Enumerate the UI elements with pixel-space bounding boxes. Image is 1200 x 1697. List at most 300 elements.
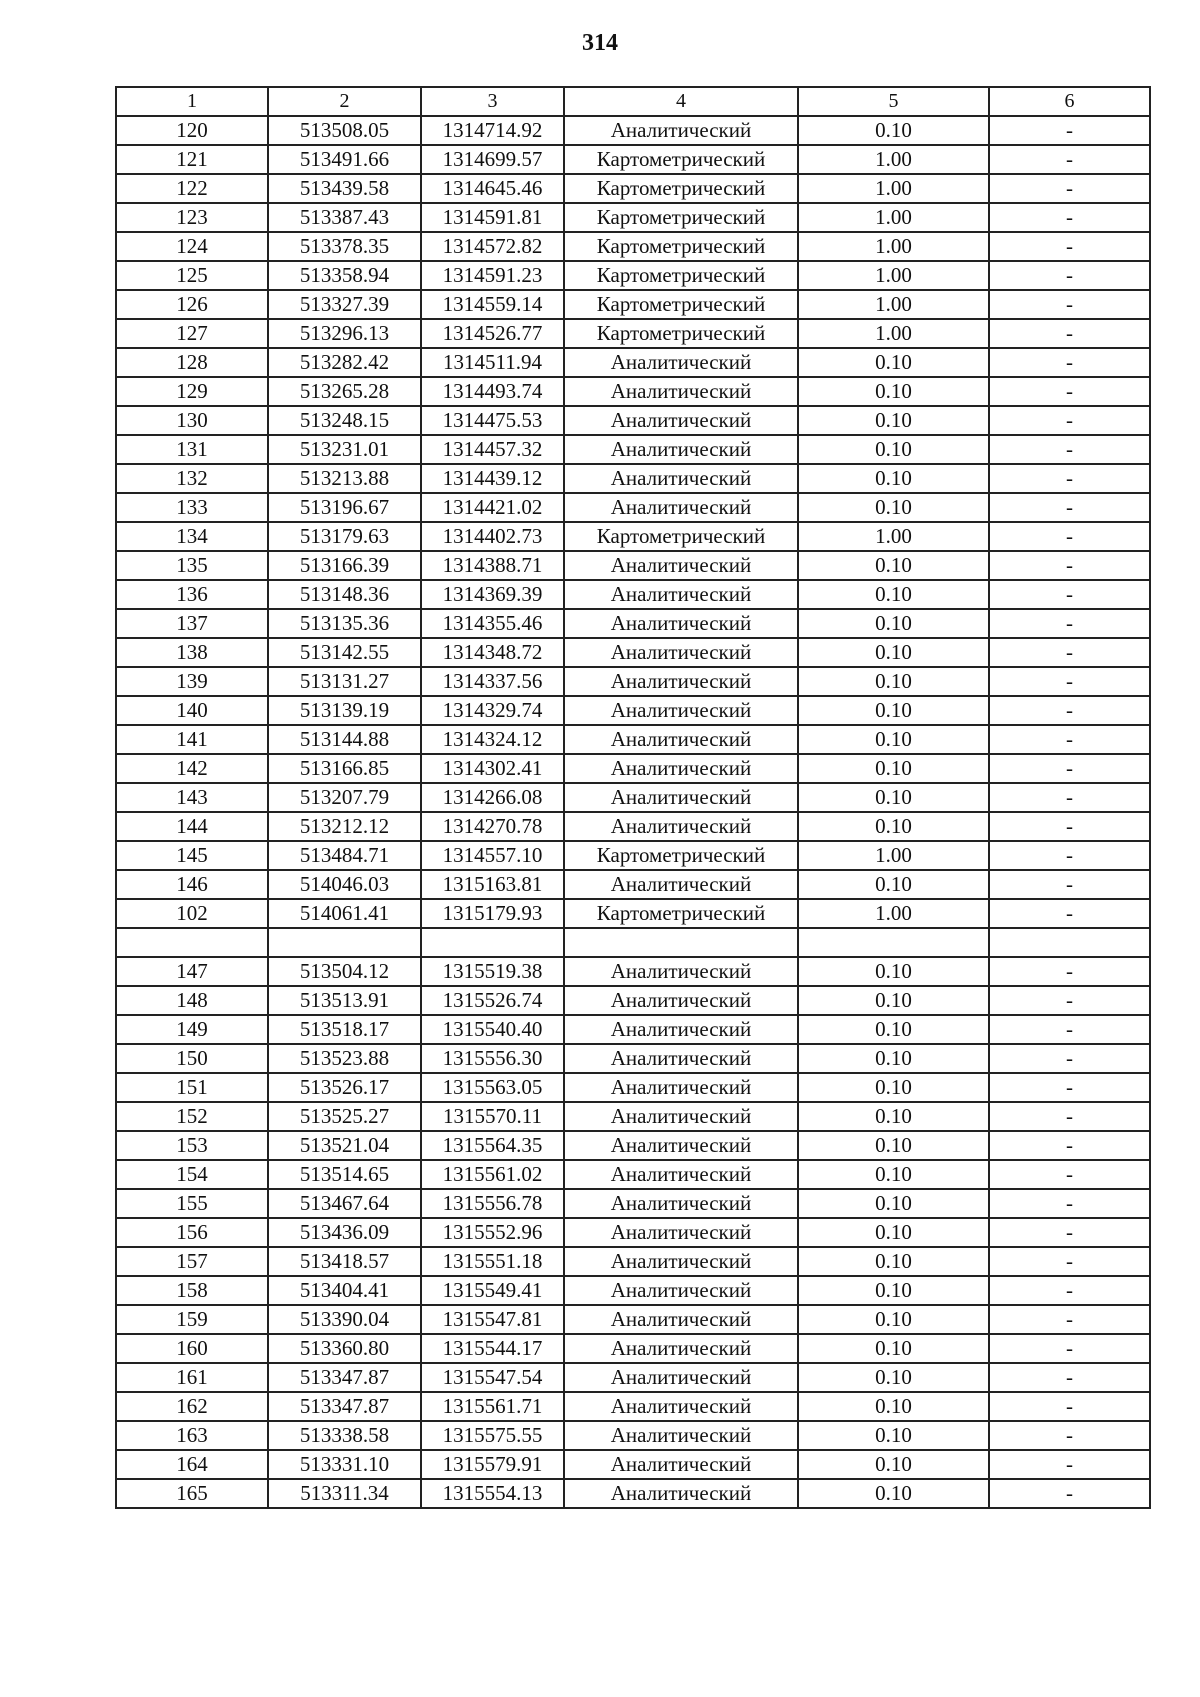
table-cell: 1315570.11 — [421, 1102, 564, 1131]
table-cell: 102 — [116, 899, 268, 928]
table-row — [116, 667, 1150, 696]
table-cell: 0.10 — [798, 377, 989, 406]
table-cell: - — [989, 348, 1150, 377]
table-row — [116, 725, 1150, 754]
table-cell: 1.00 — [798, 145, 989, 174]
table-cell: Аналитический — [564, 406, 798, 435]
table-cell: 0.10 — [798, 406, 989, 435]
table-row — [116, 1102, 1150, 1131]
table-cell: - — [989, 1189, 1150, 1218]
table-cell: 0.10 — [798, 464, 989, 493]
table-cell: 513436.09 — [268, 1218, 421, 1247]
table-cell: 0.10 — [798, 1479, 989, 1508]
table-cell: 161 — [116, 1363, 268, 1392]
table-cell: 142 — [116, 754, 268, 783]
table-cell: 163 — [116, 1421, 268, 1450]
table-cell: Аналитический — [564, 638, 798, 667]
table-cell: - — [989, 841, 1150, 870]
table-cell: 1315179.93 — [421, 899, 564, 928]
table-cell: 1314526.77 — [421, 319, 564, 348]
table-row — [116, 1247, 1150, 1276]
table-cell: - — [989, 493, 1150, 522]
table-row — [116, 319, 1150, 348]
table-cell: - — [989, 232, 1150, 261]
table-cell: 1314714.92 — [421, 116, 564, 145]
table-row — [116, 1073, 1150, 1102]
table-cell: - — [989, 551, 1150, 580]
table-cell: 156 — [116, 1218, 268, 1247]
table-cell: 513166.39 — [268, 551, 421, 580]
table-cell: - — [989, 1363, 1150, 1392]
table-cell: 513521.04 — [268, 1131, 421, 1160]
table-cell: - — [989, 986, 1150, 1015]
table-cell: 0.10 — [798, 1015, 989, 1044]
table-cell: 133 — [116, 493, 268, 522]
table-cell: 164 — [116, 1450, 268, 1479]
table-cell: 0.10 — [798, 725, 989, 754]
table-cell: 0.10 — [798, 348, 989, 377]
table-cell: 0.10 — [798, 1334, 989, 1363]
table-row — [116, 928, 1150, 957]
table-row — [116, 1015, 1150, 1044]
table-cell: 1.00 — [798, 899, 989, 928]
table-row — [116, 203, 1150, 232]
table-cell: Аналитический — [564, 725, 798, 754]
table-cell: 0.10 — [798, 609, 989, 638]
table-cell: 134 — [116, 522, 268, 551]
table-cell: 1315552.96 — [421, 1218, 564, 1247]
table-cell: 0.10 — [798, 1305, 989, 1334]
table-cell: 1315561.02 — [421, 1160, 564, 1189]
table-cell: 147 — [116, 957, 268, 986]
table-cell: - — [989, 1334, 1150, 1363]
table-cell: 1315547.54 — [421, 1363, 564, 1392]
table-row — [116, 145, 1150, 174]
table-row — [116, 812, 1150, 841]
table-cell: Картометрический — [564, 145, 798, 174]
table-cell: 129 — [116, 377, 268, 406]
table-cell: 1314355.46 — [421, 609, 564, 638]
table-cell: - — [989, 174, 1150, 203]
table-cell: Картометрический — [564, 290, 798, 319]
table-cell: Аналитический — [564, 1363, 798, 1392]
table-cell: 0.10 — [798, 1131, 989, 1160]
table-cell: 128 — [116, 348, 268, 377]
table-cell: 1314493.74 — [421, 377, 564, 406]
table-row — [116, 1334, 1150, 1363]
table-row — [116, 609, 1150, 638]
table-cell: 126 — [116, 290, 268, 319]
table-cell: 122 — [116, 174, 268, 203]
table-cell: - — [989, 1421, 1150, 1450]
table-cell: 513360.80 — [268, 1334, 421, 1363]
table-cell: 1314645.46 — [421, 174, 564, 203]
table-cell — [268, 928, 421, 957]
table-cell: 150 — [116, 1044, 268, 1073]
table-row — [116, 986, 1150, 1015]
table-cell: 124 — [116, 232, 268, 261]
table-cell: 513148.36 — [268, 580, 421, 609]
table-cell: 1314369.39 — [421, 580, 564, 609]
table-cell: Аналитический — [564, 1334, 798, 1363]
table-cell: - — [989, 145, 1150, 174]
column-header: 5 — [798, 87, 989, 116]
column-header: 3 — [421, 87, 564, 116]
table-cell: 0.10 — [798, 1044, 989, 1073]
table-cell: 513390.04 — [268, 1305, 421, 1334]
table-cell: 513504.12 — [268, 957, 421, 986]
table-cell: 1314591.23 — [421, 261, 564, 290]
table-cell: 513514.65 — [268, 1160, 421, 1189]
table-cell: - — [989, 203, 1150, 232]
table-row — [116, 1189, 1150, 1218]
table-cell: 1315564.35 — [421, 1131, 564, 1160]
table-cell: 513491.66 — [268, 145, 421, 174]
table-cell: - — [989, 1073, 1150, 1102]
table-cell: 139 — [116, 667, 268, 696]
table-cell: - — [989, 812, 1150, 841]
table-cell: - — [989, 754, 1150, 783]
table-cell: 513378.35 — [268, 232, 421, 261]
table-cell: 513418.57 — [268, 1247, 421, 1276]
table-cell: - — [989, 464, 1150, 493]
table-cell: 165 — [116, 1479, 268, 1508]
table-cell: - — [989, 957, 1150, 986]
table-cell: 0.10 — [798, 696, 989, 725]
table-cell: 513311.34 — [268, 1479, 421, 1508]
table-cell: Аналитический — [564, 667, 798, 696]
table-cell: 121 — [116, 145, 268, 174]
table-cell: 127 — [116, 319, 268, 348]
table-cell — [116, 928, 268, 957]
table-cell: 130 — [116, 406, 268, 435]
table-cell: 513347.87 — [268, 1392, 421, 1421]
table-cell: 1.00 — [798, 174, 989, 203]
table-cell: Аналитический — [564, 1479, 798, 1508]
table-cell: Картометрический — [564, 174, 798, 203]
table-cell: - — [989, 1160, 1150, 1189]
table-cell: 513404.41 — [268, 1276, 421, 1305]
table-cell: - — [989, 377, 1150, 406]
table-cell: 1314270.78 — [421, 812, 564, 841]
table-cell: 125 — [116, 261, 268, 290]
table-cell: 513467.64 — [268, 1189, 421, 1218]
table-cell: 0.10 — [798, 1392, 989, 1421]
table-cell: 1.00 — [798, 261, 989, 290]
table-cell: - — [989, 667, 1150, 696]
table-cell: Аналитический — [564, 493, 798, 522]
table-cell: 0.10 — [798, 1363, 989, 1392]
table-cell: 1314302.41 — [421, 754, 564, 783]
table-cell: 513523.88 — [268, 1044, 421, 1073]
table-cell: 513179.63 — [268, 522, 421, 551]
table-cell: 0.10 — [798, 1247, 989, 1276]
table-cell: - — [989, 406, 1150, 435]
table-cell: Аналитический — [564, 1102, 798, 1131]
table-cell: Аналитический — [564, 1073, 798, 1102]
table-cell: - — [989, 319, 1150, 348]
table-cell: 513358.94 — [268, 261, 421, 290]
table-cell: 1314402.73 — [421, 522, 564, 551]
table-cell: 1314266.08 — [421, 783, 564, 812]
table-cell: - — [989, 696, 1150, 725]
table-cell: 148 — [116, 986, 268, 1015]
table-cell: 0.10 — [798, 1421, 989, 1450]
table-row — [116, 522, 1150, 551]
table-cell: 1314591.81 — [421, 203, 564, 232]
table-cell: Аналитический — [564, 1044, 798, 1073]
table-cell: 513139.19 — [268, 696, 421, 725]
table-cell: 1315547.81 — [421, 1305, 564, 1334]
table-cell: Аналитический — [564, 1450, 798, 1479]
table-row — [116, 1044, 1150, 1073]
table-cell: Аналитический — [564, 1247, 798, 1276]
table-cell: 141 — [116, 725, 268, 754]
table-cell: - — [989, 1392, 1150, 1421]
table-cell: 155 — [116, 1189, 268, 1218]
table-cell: 0.10 — [798, 870, 989, 899]
table-cell: - — [989, 899, 1150, 928]
table-cell: 151 — [116, 1073, 268, 1102]
table-cell: Картометрический — [564, 522, 798, 551]
table-cell: 513296.13 — [268, 319, 421, 348]
table-cell: 1314421.02 — [421, 493, 564, 522]
table-cell: 0.10 — [798, 493, 989, 522]
table-cell: - — [989, 609, 1150, 638]
table-row — [116, 1305, 1150, 1334]
table-row — [116, 348, 1150, 377]
table-cell: 513213.88 — [268, 464, 421, 493]
table-cell: - — [989, 1131, 1150, 1160]
table-cell: 513484.71 — [268, 841, 421, 870]
table-cell: Аналитический — [564, 1160, 798, 1189]
table-cell: 513525.27 — [268, 1102, 421, 1131]
table-cell: Аналитический — [564, 783, 798, 812]
table-cell: 152 — [116, 1102, 268, 1131]
table-cell: 158 — [116, 1276, 268, 1305]
table-row — [116, 899, 1150, 928]
table-cell: 140 — [116, 696, 268, 725]
table-cell: Аналитический — [564, 957, 798, 986]
table-cell: Аналитический — [564, 986, 798, 1015]
table-row — [116, 377, 1150, 406]
table-cell: 132 — [116, 464, 268, 493]
table-cell: 1.00 — [798, 232, 989, 261]
table-cell: 513135.36 — [268, 609, 421, 638]
table-row — [116, 696, 1150, 725]
table-cell: Аналитический — [564, 870, 798, 899]
table-cell: 1315563.05 — [421, 1073, 564, 1102]
table-cell: Картометрический — [564, 841, 798, 870]
table-cell: 1315519.38 — [421, 957, 564, 986]
table-row — [116, 754, 1150, 783]
table-cell: 1.00 — [798, 841, 989, 870]
table-row — [116, 174, 1150, 203]
table-cell: 1314475.53 — [421, 406, 564, 435]
table-cell: 513166.85 — [268, 754, 421, 783]
table-cell: 1315544.17 — [421, 1334, 564, 1363]
table-cell: - — [989, 261, 1150, 290]
table-cell: 513212.12 — [268, 812, 421, 841]
table-row — [116, 1421, 1150, 1450]
table-cell: 1315561.71 — [421, 1392, 564, 1421]
table-cell: Аналитический — [564, 377, 798, 406]
table-cell: 1314557.10 — [421, 841, 564, 870]
table-cell: 1314388.71 — [421, 551, 564, 580]
table-cell: 513327.39 — [268, 290, 421, 319]
table-cell: 0.10 — [798, 116, 989, 145]
table-row — [116, 1131, 1150, 1160]
table-cell: - — [989, 783, 1150, 812]
table-cell: 513144.88 — [268, 725, 421, 754]
table-row — [116, 580, 1150, 609]
table-row — [116, 870, 1150, 899]
column-header: 2 — [268, 87, 421, 116]
table-cell: - — [989, 1015, 1150, 1044]
table-cell: 0.10 — [798, 1189, 989, 1218]
table-cell: 0.10 — [798, 580, 989, 609]
table-cell: - — [989, 522, 1150, 551]
table-cell: 513518.17 — [268, 1015, 421, 1044]
table-cell: 144 — [116, 812, 268, 841]
table-cell: Аналитический — [564, 1131, 798, 1160]
table-cell: 0.10 — [798, 812, 989, 841]
table-row — [116, 493, 1150, 522]
table-cell: 1314337.56 — [421, 667, 564, 696]
table-cell: Картометрический — [564, 232, 798, 261]
table-cell: - — [989, 1044, 1150, 1073]
table-row — [116, 957, 1150, 986]
table-cell: Аналитический — [564, 580, 798, 609]
table-cell: 0.10 — [798, 783, 989, 812]
table-cell: Аналитический — [564, 696, 798, 725]
table-cell: 1.00 — [798, 522, 989, 551]
table-cell: Аналитический — [564, 1392, 798, 1421]
table-row — [116, 638, 1150, 667]
table-cell: Картометрический — [564, 261, 798, 290]
column-header: 1 — [116, 87, 268, 116]
table-cell: 0.10 — [798, 638, 989, 667]
table-row — [116, 1276, 1150, 1305]
table-cell: 513248.15 — [268, 406, 421, 435]
table-cell: 513142.55 — [268, 638, 421, 667]
table-cell: 1315163.81 — [421, 870, 564, 899]
table-cell: 0.10 — [798, 1102, 989, 1131]
table-cell: Аналитический — [564, 464, 798, 493]
table-cell: 513347.87 — [268, 1363, 421, 1392]
table-cell: 157 — [116, 1247, 268, 1276]
table-cell: - — [989, 1450, 1150, 1479]
column-header: 4 — [564, 87, 798, 116]
table-cell: Аналитический — [564, 116, 798, 145]
table-cell: 513508.05 — [268, 116, 421, 145]
table-cell: 514061.41 — [268, 899, 421, 928]
table-cell: 138 — [116, 638, 268, 667]
table-row — [116, 464, 1150, 493]
table-cell: 513265.28 — [268, 377, 421, 406]
table-cell: 0.10 — [798, 435, 989, 464]
table-row — [116, 1218, 1150, 1247]
page-number: 314 — [582, 30, 618, 56]
table-cell: - — [989, 1276, 1150, 1305]
table-cell: 1315575.55 — [421, 1421, 564, 1450]
table-cell: - — [989, 116, 1150, 145]
table-cell: Аналитический — [564, 1015, 798, 1044]
table-cell: 1315526.74 — [421, 986, 564, 1015]
table-row — [116, 1363, 1150, 1392]
table-row — [116, 841, 1150, 870]
table-row — [116, 261, 1150, 290]
table-cell: 159 — [116, 1305, 268, 1334]
table-cell: 0.10 — [798, 551, 989, 580]
table-row — [116, 1479, 1150, 1508]
table-cell: 1314329.74 — [421, 696, 564, 725]
table-cell: - — [989, 1247, 1150, 1276]
table-cell: 146 — [116, 870, 268, 899]
table-cell: 1315549.41 — [421, 1276, 564, 1305]
table-cell: 120 — [116, 116, 268, 145]
table-cell: 0.10 — [798, 1073, 989, 1102]
table-cell: 513282.42 — [268, 348, 421, 377]
table-cell: Картометрический — [564, 203, 798, 232]
table-row — [116, 1450, 1150, 1479]
table-cell: 0.10 — [798, 667, 989, 696]
table-cell: 1314457.32 — [421, 435, 564, 464]
table-cell: - — [989, 1102, 1150, 1131]
table-cell: 513439.58 — [268, 174, 421, 203]
table-cell: - — [989, 580, 1150, 609]
table-cell: Аналитический — [564, 754, 798, 783]
table-cell: 145 — [116, 841, 268, 870]
table-cell — [989, 928, 1150, 957]
table-cell: 154 — [116, 1160, 268, 1189]
table-cell: 1.00 — [798, 203, 989, 232]
table-cell: 513513.91 — [268, 986, 421, 1015]
table-cell: - — [989, 1305, 1150, 1334]
table-cell: 0.10 — [798, 754, 989, 783]
table-cell: - — [989, 725, 1150, 754]
table-cell: - — [989, 435, 1150, 464]
table-cell: 1314324.12 — [421, 725, 564, 754]
table-cell: - — [989, 1218, 1150, 1247]
coordinates-table — [115, 86, 1151, 1509]
table-row — [116, 1392, 1150, 1421]
table-cell — [564, 928, 798, 957]
table-row — [116, 290, 1150, 319]
table-row — [116, 116, 1150, 145]
column-header: 6 — [989, 87, 1150, 116]
table-cell: 513387.43 — [268, 203, 421, 232]
table-cell: 0.10 — [798, 1160, 989, 1189]
table-cell: 1.00 — [798, 319, 989, 348]
table-cell: 0.10 — [798, 1276, 989, 1305]
table-cell: 1315579.91 — [421, 1450, 564, 1479]
table-cell: 1.00 — [798, 290, 989, 319]
table-cell: 1314699.57 — [421, 145, 564, 174]
table-cell: 149 — [116, 1015, 268, 1044]
table-cell: 513131.27 — [268, 667, 421, 696]
table-cell: 1315551.18 — [421, 1247, 564, 1276]
table-cell: 1314559.14 — [421, 290, 564, 319]
table-cell: 513526.17 — [268, 1073, 421, 1102]
table-cell: 1315554.13 — [421, 1479, 564, 1508]
table-cell: 136 — [116, 580, 268, 609]
table-row — [116, 551, 1150, 580]
table-cell: 513331.10 — [268, 1450, 421, 1479]
table-cell: - — [989, 870, 1150, 899]
table-cell: Аналитический — [564, 609, 798, 638]
table-cell: 162 — [116, 1392, 268, 1421]
